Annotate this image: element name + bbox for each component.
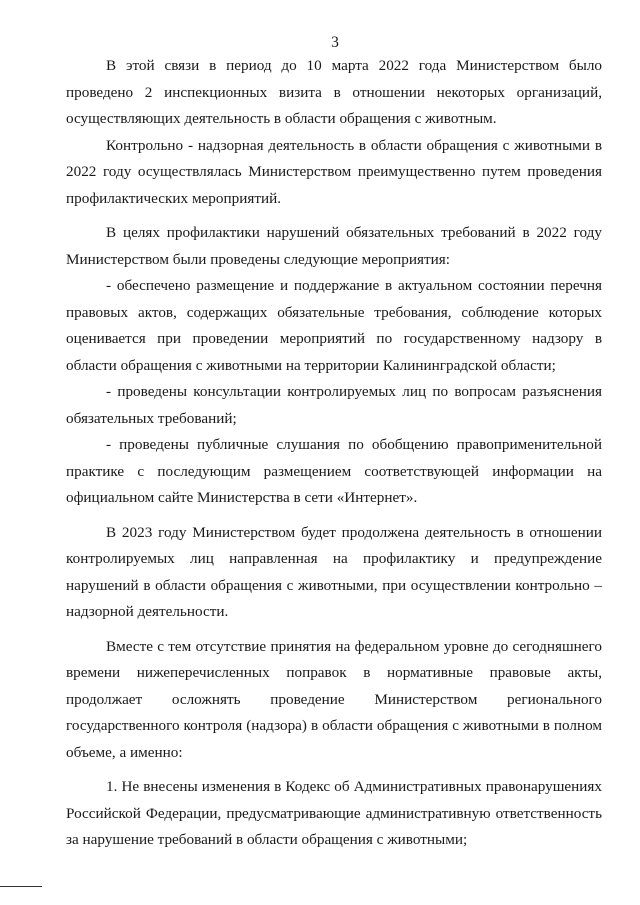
list-item-public-hearings: - проведены публичные слушания по обобщению правоприменительной практике с последующим размещением соответствующей информации на официальном сайте Министерства в сети «Интернет».: [66, 436, 602, 506]
paragraph-federal-amendments: Вместе с тем отсутствие принятия на федеральном уровне до сегодняшнего времени нижеперечисленных поправок в нормативные правовые акты, продолжает осложнять проведение Министерством регионального государственного контроля (надзора) в области обращения с животными в полном объеме, а именно:: [66, 637, 602, 761]
list-item-administrative-code: 1. Не внесены изменения в Кодекс об Административных правонарушениях Российской Федерации, предусматривающие административную ответственность за нарушение требований в области обращения с животными;: [66, 778, 602, 848]
paragraph-inspection-visits: В этой связи в период до 10 марта 2022 года Министерством было проведено 2 инспекционных визита в отношении некоторых организаций, осуществляющих деятельность в области обращения с животным.: [66, 57, 602, 127]
list-item-legal-acts: - обеспечено размещение и поддержание в актуальном состоянии перечня правовых актов, содержащих обязательные требования, соблюдение которых оценивается при проведении мероприятий по государственному надзору в области обращения с животными на территории Калининградской области;: [66, 277, 602, 374]
document-body: [66, 53, 602, 862]
paragraph-2023-plans: В 2023 году Министерством будет продолжена деятельность в отношении контролируемых лиц направленная на профилактику и предупреждение нарушений в области обращения с животными, при осуществлении контрольно – надзорной деятельности.: [66, 523, 602, 620]
paragraph-control-activity: Контрольно - надзорная деятельность в области обращения с животными в 2022 году осуществлялась Министерством преимущественно путем проведения профилактических мероприятий.: [66, 136, 602, 207]
paragraph-prevention-intro: В целях профилактики нарушений обязательных требований в 2022 году Министерством были проведены следующие мероприятия:: [66, 224, 602, 268]
footer-divider: [0, 886, 42, 887]
list-item-consultations: - проведены консультации контролируемых лиц по вопросам разъяснения обязательных требований;: [66, 383, 602, 427]
page-number: 3: [331, 34, 339, 51]
